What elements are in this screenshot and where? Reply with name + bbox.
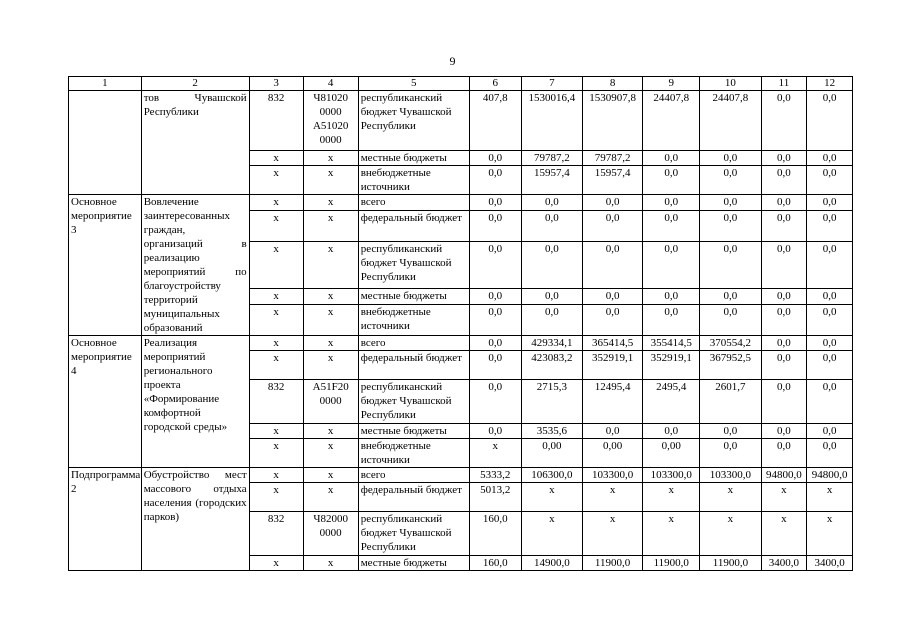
value-cell: 15957,4 (582, 166, 642, 195)
classifier-cell: x (303, 305, 358, 336)
value-cell: 0,0 (761, 336, 807, 351)
value-cell: 0,0 (761, 211, 807, 242)
value-cell: 94800,0 (761, 468, 807, 483)
value-cell: 3400,0 (807, 556, 853, 571)
value-cell: 0,0 (761, 380, 807, 424)
value-cell: 0,0 (807, 241, 853, 288)
value-cell: 0,0 (643, 305, 700, 336)
value-cell: 0,0 (521, 241, 582, 288)
code-cell: x (249, 483, 303, 512)
funding-source-cell: республиканский бюджет Чувашской Республики (358, 380, 469, 424)
value-cell: 0,0 (700, 288, 761, 304)
col-header-2: 2 (141, 77, 249, 91)
value-cell: 12495,4 (582, 380, 642, 424)
program-item-cell: Основное мероприятие 3 (69, 195, 142, 336)
funding-source-cell: местные бюджеты (358, 424, 469, 439)
col-header-12: 12 (807, 77, 853, 91)
classifier-cell: x (303, 211, 358, 242)
value-cell: 423083,2 (521, 351, 582, 380)
value-cell: 11900,0 (582, 556, 642, 571)
funding-source-cell: местные бюджеты (358, 556, 469, 571)
value-cell: 0,0 (582, 305, 642, 336)
value-cell: 0,0 (469, 336, 521, 351)
value-cell: x (521, 512, 582, 556)
value-cell: 0,0 (700, 195, 761, 211)
classifier-cell: x (303, 483, 358, 512)
col-header-4: 4 (303, 77, 358, 91)
value-cell: 0,0 (582, 288, 642, 304)
value-cell: 0,0 (469, 288, 521, 304)
value-cell: 367952,5 (700, 351, 761, 380)
code-cell: x (249, 336, 303, 351)
funding-source-cell: внебюджетные источники (358, 439, 469, 468)
classifier-cell: Ч82000 0000 (303, 512, 358, 556)
value-cell: 160,0 (469, 512, 521, 556)
value-cell: 15957,4 (521, 166, 582, 195)
value-cell: 24407,8 (643, 91, 700, 151)
value-cell: x (761, 483, 807, 512)
value-cell: 0,0 (469, 424, 521, 439)
program-description-cell: Обустройство мест массового отдыха населения (городских парков) (141, 468, 249, 571)
value-cell: 2601,7 (700, 380, 761, 424)
value-cell: 2495,4 (643, 380, 700, 424)
value-cell: 0,0 (807, 91, 853, 151)
value-cell: 11900,0 (643, 556, 700, 571)
value-cell: 0,0 (700, 151, 761, 166)
value-cell: 0,0 (807, 166, 853, 195)
code-cell: x (249, 424, 303, 439)
value-cell: 0,0 (807, 211, 853, 242)
funding-source-cell: внебюджетные источники (358, 305, 469, 336)
program-item-cell (69, 91, 142, 195)
value-cell: 103300,0 (700, 468, 761, 483)
value-cell: 0,0 (807, 380, 853, 424)
value-cell: 94800,0 (807, 468, 853, 483)
classifier-cell: x (303, 351, 358, 380)
page-number: 9 (449, 54, 456, 68)
value-cell: x (582, 483, 642, 512)
funding-source-cell: всего (358, 468, 469, 483)
program-item-cell: Основное мероприятие 4 (69, 336, 142, 468)
funding-source-cell: федеральный бюджет (358, 211, 469, 242)
col-header-11: 11 (761, 77, 807, 91)
program-description-cell: Вовлечение заинтересованных граждан, организаций в реализацию мероприятий по благоустройству территорий муниципальных образований (141, 195, 249, 336)
value-cell: 0,0 (761, 305, 807, 336)
classifier-cell: x (303, 424, 358, 439)
value-cell: 0,00 (582, 439, 642, 468)
value-cell: 0,0 (469, 195, 521, 211)
value-cell: 0,0 (761, 288, 807, 304)
value-cell: 79787,2 (521, 151, 582, 166)
value-cell: 5333,2 (469, 468, 521, 483)
code-cell: x (249, 556, 303, 571)
value-cell: x (469, 439, 521, 468)
classifier-cell: x (303, 195, 358, 211)
classifier-cell: x (303, 241, 358, 288)
value-cell: 365414,5 (582, 336, 642, 351)
value-cell: 0,0 (469, 166, 521, 195)
value-cell: x (700, 512, 761, 556)
value-cell: 3535,6 (521, 424, 582, 439)
value-cell: 160,0 (469, 556, 521, 571)
value-cell: 0,0 (761, 424, 807, 439)
value-cell: 0,0 (700, 211, 761, 242)
value-cell: 0,0 (700, 241, 761, 288)
value-cell: 0,0 (643, 151, 700, 166)
value-cell: 407,8 (469, 91, 521, 151)
classifier-cell: x (303, 288, 358, 304)
code-cell: x (249, 211, 303, 242)
code-cell: x (249, 195, 303, 211)
classifier-cell: x (303, 151, 358, 166)
table-row (69, 195, 853, 211)
value-cell: 0,0 (521, 288, 582, 304)
value-cell: 0,0 (807, 305, 853, 336)
value-cell: x (807, 512, 853, 556)
col-header-5: 5 (358, 77, 469, 91)
value-cell: 0,0 (700, 166, 761, 195)
funding-source-cell: местные бюджеты (358, 288, 469, 304)
value-cell: 0,0 (469, 211, 521, 242)
value-cell: 352919,1 (643, 351, 700, 380)
value-cell: 0,0 (761, 166, 807, 195)
funding-source-cell: республиканский бюджет Чувашской Республики (358, 241, 469, 288)
value-cell: x (761, 512, 807, 556)
value-cell: 370554,2 (700, 336, 761, 351)
value-cell: 0,0 (807, 351, 853, 380)
value-cell: 24407,8 (700, 91, 761, 151)
value-cell: 0,0 (761, 195, 807, 211)
value-cell: 0,0 (761, 439, 807, 468)
funding-source-cell: всего (358, 336, 469, 351)
code-cell: x (249, 439, 303, 468)
value-cell: 0,0 (469, 305, 521, 336)
value-cell: 0,00 (643, 439, 700, 468)
code-cell: x (249, 166, 303, 195)
code-cell: x (249, 305, 303, 336)
code-cell: x (249, 468, 303, 483)
value-cell: 0,0 (761, 241, 807, 288)
value-cell: 0,0 (807, 439, 853, 468)
value-cell: 0,0 (469, 151, 521, 166)
value-cell: 0,0 (761, 91, 807, 151)
value-cell: 0,0 (469, 380, 521, 424)
value-cell: x (643, 512, 700, 556)
value-cell: 0,0 (521, 305, 582, 336)
classifier-cell: x (303, 336, 358, 351)
value-cell: 103300,0 (582, 468, 642, 483)
value-cell: 0,0 (643, 195, 700, 211)
value-cell: 106300,0 (521, 468, 582, 483)
col-header-3: 3 (249, 77, 303, 91)
value-cell: 14900,0 (521, 556, 582, 571)
table-row (69, 91, 853, 151)
value-cell: x (521, 483, 582, 512)
code-cell: x (249, 151, 303, 166)
col-header-7: 7 (521, 77, 582, 91)
value-cell: 429334,1 (521, 336, 582, 351)
code-cell: 832 (249, 91, 303, 151)
funding-source-cell: федеральный бюджет (358, 483, 469, 512)
code-cell: 832 (249, 512, 303, 556)
value-cell: 0,0 (582, 424, 642, 439)
value-cell: 0,0 (807, 424, 853, 439)
col-header-1: 1 (69, 77, 142, 91)
funding-source-cell: федеральный бюджет (358, 351, 469, 380)
program-description-cell: Реализация мероприятий регионального проекта «Формирование комфортной городской среды» (141, 336, 249, 468)
funding-source-cell: всего (358, 195, 469, 211)
value-cell: x (643, 483, 700, 512)
value-cell: 0,0 (643, 211, 700, 242)
value-cell: 11900,0 (700, 556, 761, 571)
classifier-cell: x (303, 166, 358, 195)
col-header-10: 10 (700, 77, 761, 91)
value-cell: 0,0 (807, 288, 853, 304)
funding-source-cell: республиканский бюджет Чувашской Республики (358, 91, 469, 151)
classifier-cell: Ч81020 0000 A51020 0000 (303, 91, 358, 151)
funding-source-cell: республиканский бюджет Чувашской Республики (358, 512, 469, 556)
value-cell: x (807, 483, 853, 512)
code-cell: x (249, 288, 303, 304)
col-header-9: 9 (643, 77, 700, 91)
value-cell: 0,0 (700, 424, 761, 439)
code-cell: x (249, 351, 303, 380)
value-cell: 0,0 (807, 195, 853, 211)
classifier-cell: x (303, 439, 358, 468)
value-cell: 352919,1 (582, 351, 642, 380)
funding-source-cell: местные бюджеты (358, 151, 469, 166)
value-cell: 0,0 (700, 439, 761, 468)
column-number-row (69, 77, 853, 91)
funding-source-cell: внебюджетные источники (358, 166, 469, 195)
value-cell: 0,0 (761, 151, 807, 166)
classifier-cell: A51F20 0000 (303, 380, 358, 424)
classifier-cell: x (303, 468, 358, 483)
value-cell: 103300,0 (643, 468, 700, 483)
value-cell: 0,0 (807, 151, 853, 166)
value-cell: 0,0 (643, 241, 700, 288)
value-cell: 1530907,8 (582, 91, 642, 151)
value-cell: 0,0 (700, 305, 761, 336)
col-header-8: 8 (582, 77, 642, 91)
value-cell: 0,0 (761, 351, 807, 380)
code-cell: 832 (249, 380, 303, 424)
value-cell: 0,0 (807, 336, 853, 351)
value-cell: 0,00 (521, 439, 582, 468)
value-cell: 0,0 (582, 241, 642, 288)
budget-table (68, 76, 853, 571)
value-cell: 0,0 (469, 241, 521, 288)
value-cell: x (582, 512, 642, 556)
value-cell: 79787,2 (582, 151, 642, 166)
value-cell: 0,0 (643, 166, 700, 195)
table-row (69, 468, 853, 483)
value-cell: 0,0 (521, 211, 582, 242)
value-cell: 0,0 (582, 195, 642, 211)
value-cell: 2715,3 (521, 380, 582, 424)
program-item-cell: Подпрограмма 2 (69, 468, 142, 571)
value-cell: x (700, 483, 761, 512)
value-cell: 0,0 (521, 195, 582, 211)
value-cell: 355414,5 (643, 336, 700, 351)
value-cell: 3400,0 (761, 556, 807, 571)
classifier-cell: x (303, 556, 358, 571)
table-row (69, 336, 853, 351)
program-description-cell: тов Чувашской Республики (141, 91, 249, 195)
value-cell: 1530016,4 (521, 91, 582, 151)
value-cell: 0,0 (643, 424, 700, 439)
col-header-6: 6 (469, 77, 521, 91)
value-cell: 0,0 (469, 351, 521, 380)
value-cell: 0,0 (582, 211, 642, 242)
code-cell: x (249, 241, 303, 288)
value-cell: 0,0 (643, 288, 700, 304)
value-cell: 5013,2 (469, 483, 521, 512)
